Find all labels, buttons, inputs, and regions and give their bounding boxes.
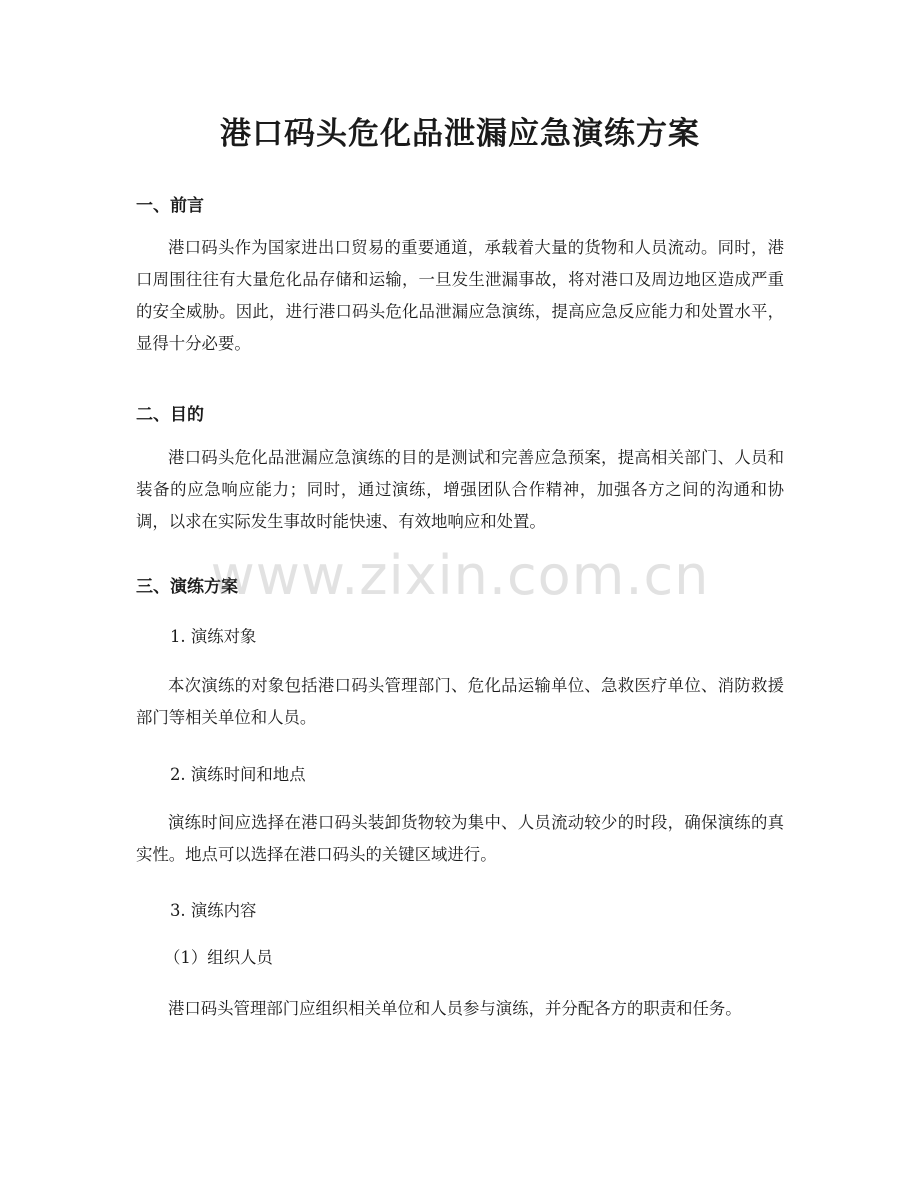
subheading-drill-time-place: 2. 演练时间和地点 bbox=[170, 765, 306, 784]
section-heading-purpose: 二、目的 bbox=[136, 405, 204, 425]
paragraph-drill-target: 本次演练的对象包括港口码头管理部门、危化品运输单位、急救医疗单位、消防救援部门等相关单位和人员。 bbox=[136, 676, 784, 727]
paragraph-organize-personnel: 港口码头管理部门应组织相关单位和人员参与演练，并分配各方的职责和任务。 bbox=[168, 999, 742, 1018]
watermark: www.zixin.com.cn bbox=[210, 544, 710, 607]
section-heading-preface: 一、前言 bbox=[136, 196, 204, 216]
document-title: 港口码头危化品泄漏应急演练方案 bbox=[220, 116, 700, 152]
paragraph-preface: 港口码头作为国家进出口贸易的重要通道，承载着大量的货物和人员流动。同时，港口周围往往有大量危化品存储和运输，一旦发生泄漏事故，将对港口及周边地区造成严重的安全威胁。因此，进行港口码头危化品泄漏应急演练，提高应急反应能力和处置水平，显得十分必要。 bbox=[136, 238, 784, 353]
section-heading-plan: 三、演练方案 bbox=[136, 577, 238, 597]
subheading-drill-content: 3. 演练内容 bbox=[170, 901, 257, 920]
paragraph-purpose: 港口码头危化品泄漏应急演练的目的是测试和完善应急预案，提高相关部门、人员和装备的应急响应能力；同时，通过演练，增强团队合作精神，加强各方之间的沟通和协调，以求在实际发生事故时能快速、有效地响应和处置。 bbox=[136, 448, 784, 531]
subheading-drill-target: 1. 演练对象 bbox=[170, 627, 257, 646]
paragraph-drill-time-place: 演练时间应选择在港口码头装卸货物较为集中、人员流动较少的时段，确保演练的真实性。地点可以选择在港口码头的关键区域进行。 bbox=[136, 813, 784, 864]
subheading-organize-personnel: （1）组织人员 bbox=[164, 948, 273, 967]
